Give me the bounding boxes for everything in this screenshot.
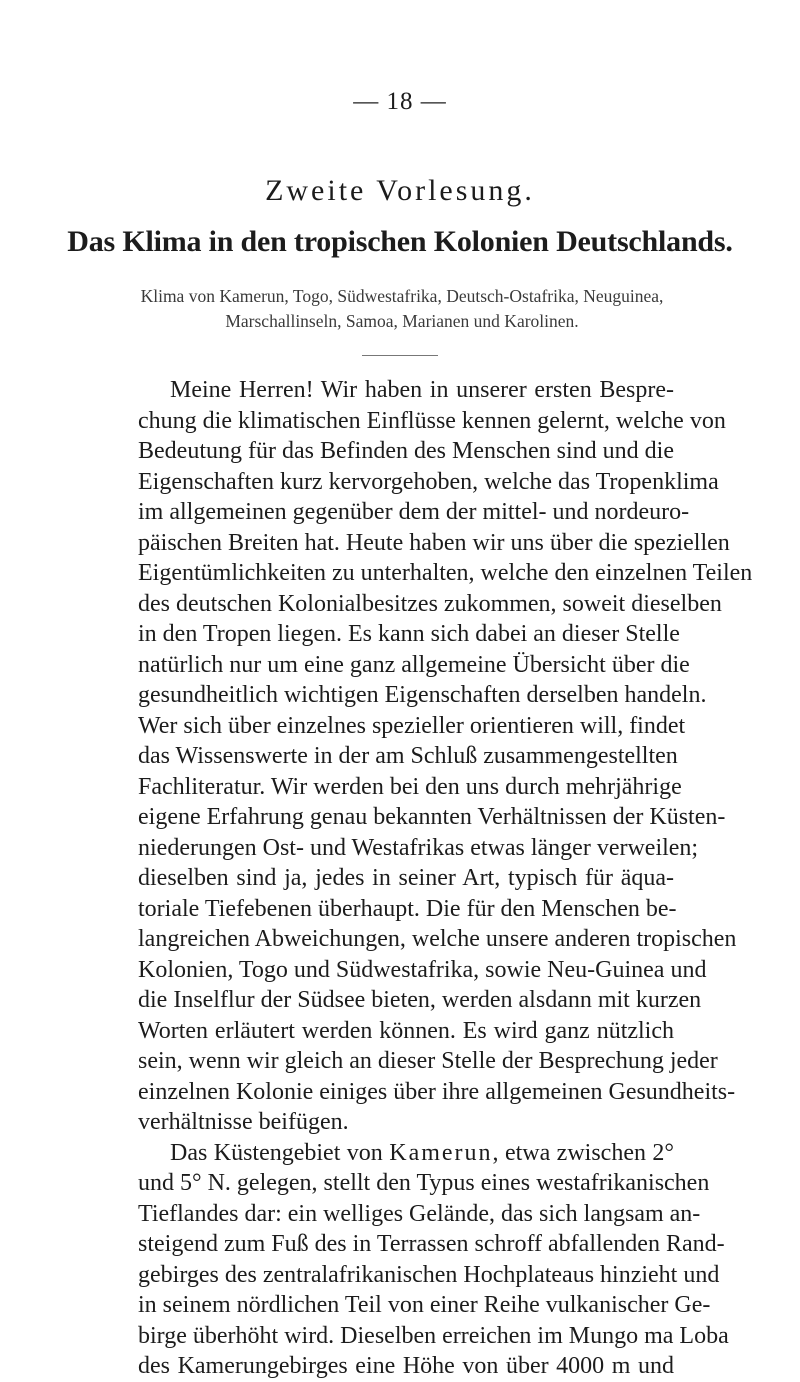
text-line: steigend zum Fuß des in Terrassen schroff abfallenden Rand-: [138, 1231, 725, 1257]
text-line: Worten erläutert werden können. Es wird ganz nützlich: [138, 1017, 674, 1044]
text-fragment: Das Küstengebiet von: [170, 1139, 390, 1166]
text-line: in seinem nördlichen Teil von einer Reihe vulkanischer Ge-: [138, 1292, 711, 1318]
chapter-summary-line: Marschallinseln, Samoa, Marianen und Karolinen.: [225, 311, 579, 331]
text-line: einzelnen Kolonie einiges über ihre allgemeinen Gesundheits-: [138, 1078, 736, 1105]
text-line: in den Tropen liegen. Es kann sich dabei an dieser Stelle: [138, 621, 680, 647]
text-line: des Kamerungebirges eine Höhe von über 4000 m und: [138, 1353, 674, 1379]
text-line: Fachliteratur. Wir werden bei den uns durch mehrjährige: [138, 773, 682, 800]
text-line: sein, wenn wir gleich an dieser Stelle der Besprechung jeder: [138, 1048, 718, 1074]
text-line: eigene Erfahrung genau bekannten Verhältnissen der Küsten-: [138, 804, 726, 830]
text-line: Eigenschaften kurz kervorgehoben, welche das Tropenklima: [138, 468, 719, 495]
text-line: Kolonien, Togo und Südwestafrika, sowie Neu-Guinea und: [138, 956, 707, 983]
text-line: dieselben sind ja, jedes in seiner Art, typisch für äqua-: [138, 865, 674, 891]
text-line: das Wissenswerte in der am Schluß zusammengestellten: [138, 743, 678, 769]
body-text: [138, 375, 753, 1382]
text-line: niederungen Ost- und Westafrikas etwas länger verweilen;: [138, 834, 699, 861]
text-line: die Inselflur der Südsee bieten, werden alsdann mit kurzen: [138, 987, 702, 1013]
text-fragment: , etwa zwischen 2°: [492, 1139, 674, 1166]
text-line: natürlich nur um eine ganz allgemeine Übersicht über die: [138, 651, 690, 678]
chapter-summary-line: Klima von Kamerun, Togo, Südwestafrika, Deutsch-Ostafrika, Neuguinea,: [140, 286, 664, 306]
text-line: birge überhöht wird. Dieselben erreichen im Mungo ma Loba: [138, 1322, 729, 1349]
place-name: Kamerun: [389, 1139, 493, 1166]
text-line: Tieflandes dar: ein welliges Gelände, das sich langsam an-: [138, 1200, 701, 1227]
text-line: toriale Tiefebenen überhaupt. Die für den Menschen be-: [138, 895, 677, 922]
chapter-title: Das Klima in den tropischen Kolonien Deutschlands.: [67, 225, 733, 258]
text-line: gebirges des zentralafrikanischen Hochplateaus hinzieht und: [138, 1261, 720, 1288]
text-line: Meine Herren! Wir haben in unserer ersten Bespre-: [170, 377, 674, 403]
text-line: Bedeutung für das Befinden des Menschen sind und die: [138, 438, 674, 464]
page-number: — 18 —: [353, 88, 447, 115]
text-line: langreichen Abweichungen, welche unsere anderen tropischen: [138, 926, 737, 952]
text-line: im allgemeinen gegenüber dem der mittel- und nordeuro-: [138, 499, 690, 525]
text-line: verhältnisse beifügen.: [138, 1109, 349, 1135]
text-line: [138, 1138, 674, 1169]
text-line: päischen Breiten hat. Heute haben wir uns über die speziellen: [138, 529, 730, 556]
lecture-heading: Zweite Vorlesung.: [265, 174, 535, 207]
section-divider: [362, 355, 438, 356]
text-line: und 5° N. gelegen, stellt den Typus eines westafrikanischen: [138, 1170, 710, 1196]
text-line: Wer sich über einzelnes spezieller orientieren will, findet: [138, 712, 686, 739]
text-line: gesundheitlich wichtigen Eigenschaften derselben handeln.: [138, 682, 707, 708]
text-line: chung die klimatischen Einflüsse kennen gelernt, welche von: [138, 407, 726, 434]
text-line: des deutschen Kolonialbesitzes zukommen, soweit dieselben: [138, 590, 722, 617]
text-line: Eigentümlichkeiten zu unterhalten, welche den einzelnen Teilen: [138, 560, 753, 586]
chapter-summary: [120, 284, 684, 334]
